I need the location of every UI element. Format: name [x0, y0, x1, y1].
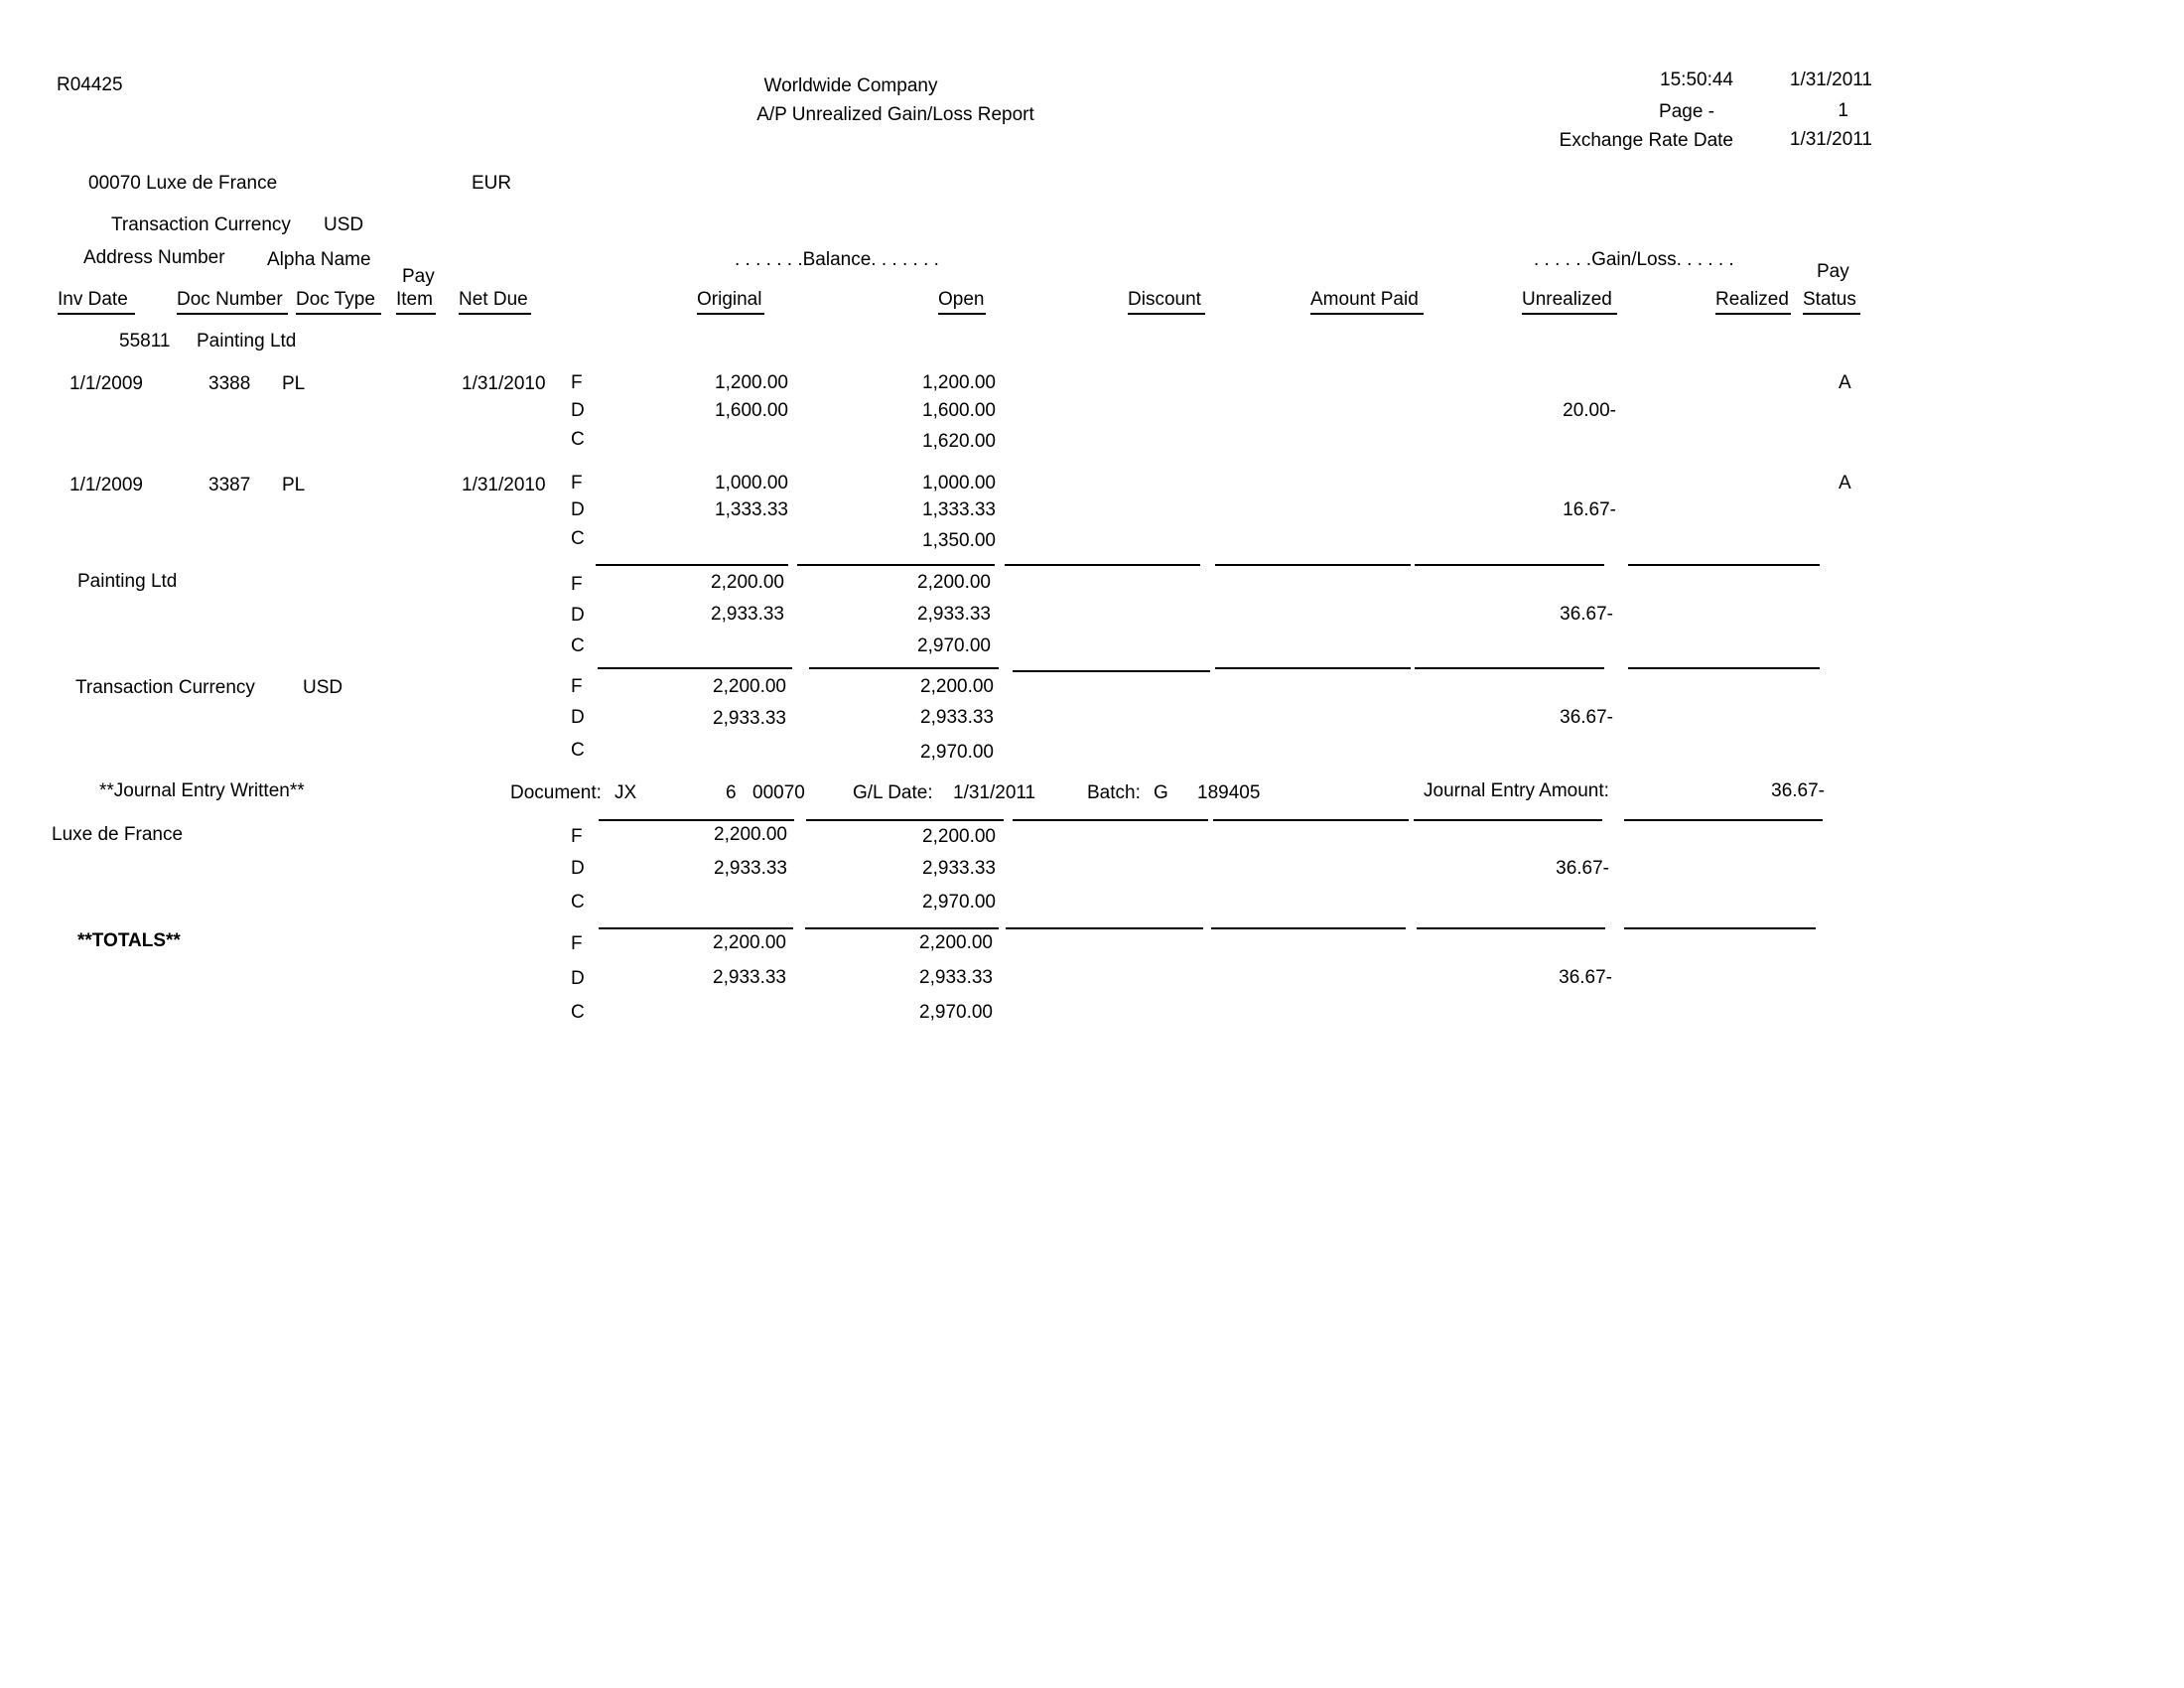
- line-code: F: [571, 372, 583, 393]
- total-rule: [806, 819, 1004, 821]
- col-address-number: Address Number: [83, 247, 225, 268]
- document-company: 00070: [752, 782, 805, 803]
- total-rule: [1211, 927, 1406, 929]
- line-code: D: [571, 968, 585, 989]
- line-code: F: [571, 676, 583, 697]
- open-amount: 1,350.00: [922, 530, 996, 551]
- company-name: Worldwide Company: [763, 75, 938, 96]
- total-rule: [1628, 564, 1820, 566]
- original-amount: 1,600.00: [715, 400, 788, 421]
- pay-status: A: [1839, 372, 1851, 393]
- original-amount: 1,333.33: [715, 499, 788, 520]
- open-amount: 2,200.00: [922, 826, 996, 847]
- line-code: C: [571, 528, 585, 549]
- open-amount: 2,200.00: [917, 572, 991, 593]
- col-balance-group: . . . . . . .Balance. . . . . . .: [735, 249, 939, 270]
- original-amount: 2,933.33: [714, 858, 787, 879]
- journal-entry-amount-label: Journal Entry Amount:: [1424, 780, 1609, 801]
- line-code: C: [571, 740, 585, 761]
- line-code: F: [571, 473, 583, 493]
- journal-entry-amount: 36.67-: [1771, 780, 1825, 801]
- total-rule: [1415, 667, 1604, 669]
- subtotal-label: Luxe de France: [52, 824, 184, 845]
- total-rule: [1213, 819, 1409, 821]
- unrealized-amount: 36.67-: [1559, 967, 1612, 988]
- total-rule: [599, 819, 794, 821]
- original-amount: 2,200.00: [713, 932, 786, 953]
- line-code: D: [571, 605, 585, 626]
- col-realized: Realized: [1715, 289, 1791, 315]
- batch-label: Batch:: [1087, 782, 1141, 803]
- subtotal-currency: USD: [303, 677, 343, 698]
- col-doc-number: Doc Number: [177, 289, 288, 315]
- col-gain-loss-group: . . . . . .Gain/Loss. . . . . .: [1534, 249, 1734, 270]
- original-amount: 2,200.00: [714, 824, 787, 845]
- total-rule: [797, 564, 995, 566]
- batch-number: 189405: [1197, 782, 1261, 803]
- total-rule: [1215, 667, 1411, 669]
- transaction-currency-value: USD: [324, 214, 364, 235]
- exchange-rate-date: 1/31/2011: [1789, 129, 1872, 150]
- open-amount: 2,970.00: [920, 742, 994, 763]
- report-id: R04425: [57, 74, 123, 95]
- col-amount-paid: Amount Paid: [1310, 289, 1424, 315]
- col-doc-type: Doc Type: [296, 289, 381, 315]
- open-amount: 2,933.33: [919, 967, 993, 988]
- company-group-label: 00070 Luxe de France: [88, 173, 278, 194]
- exchange-rate-label: Exchange Rate Date: [1559, 130, 1733, 151]
- batch-type: G: [1154, 782, 1168, 803]
- original-amount: 2,933.33: [713, 967, 786, 988]
- subtotal-label: Painting Ltd: [77, 571, 178, 592]
- total-rule: [1006, 927, 1203, 929]
- total-rule: [1414, 819, 1602, 821]
- col-original: Original: [697, 289, 764, 315]
- report-title: A/P Unrealized Gain/Loss Report: [756, 104, 1034, 125]
- transaction-currency-label: Transaction Currency: [111, 214, 291, 235]
- run-date: 1/31/2011: [1789, 70, 1872, 90]
- supplier-address-number: 55811: [119, 331, 171, 352]
- col-pay-item-top: Pay: [402, 266, 435, 287]
- net-due: 1/31/2010: [462, 475, 546, 495]
- col-pay-item-bottom: Item: [396, 289, 436, 315]
- doc-number: 3388: [208, 373, 251, 394]
- open-amount: 1,000.00: [922, 473, 996, 493]
- inv-date: 1/1/2009: [69, 373, 143, 394]
- unrealized-amount: 16.67-: [1563, 499, 1616, 520]
- line-code: D: [571, 858, 585, 879]
- journal-entry-label: **Journal Entry Written**: [99, 780, 305, 801]
- document-label: Document:: [510, 782, 602, 803]
- col-unrealized: Unrealized: [1522, 289, 1617, 315]
- open-amount: 2,970.00: [917, 635, 991, 656]
- unrealized-amount: 20.00-: [1563, 400, 1616, 421]
- page-label: Page -: [1659, 101, 1714, 122]
- total-rule: [1417, 927, 1605, 929]
- total-rule: [1624, 819, 1823, 821]
- col-alpha-name: Alpha Name: [267, 249, 371, 270]
- totals-label: **TOTALS**: [77, 930, 181, 951]
- col-discount: Discount: [1128, 289, 1205, 315]
- net-due: 1/31/2010: [462, 373, 546, 394]
- gl-date: 1/31/2011: [953, 782, 1036, 803]
- open-amount: 1,200.00: [922, 372, 996, 393]
- col-open: Open: [938, 289, 986, 315]
- line-code: C: [571, 1002, 585, 1023]
- open-amount: 2,970.00: [922, 892, 996, 913]
- total-rule: [1628, 667, 1820, 669]
- subtotal-label: Transaction Currency: [75, 677, 255, 698]
- original-amount: 2,933.33: [713, 708, 786, 729]
- original-amount: 2,200.00: [713, 676, 786, 697]
- document-number: 6: [726, 782, 737, 803]
- page-number: 1: [1838, 100, 1848, 121]
- total-rule: [1005, 564, 1200, 566]
- line-code: F: [571, 826, 583, 847]
- original-amount: 1,000.00: [715, 473, 788, 493]
- doc-type: PL: [282, 475, 306, 495]
- line-code: D: [571, 400, 585, 421]
- original-amount: 1,200.00: [715, 372, 788, 393]
- open-amount: 1,600.00: [922, 400, 996, 421]
- total-rule: [598, 667, 792, 669]
- company-currency: EUR: [472, 173, 512, 194]
- supplier-alpha-name: Painting Ltd: [197, 331, 297, 352]
- col-pay-status-bottom: Status: [1803, 289, 1860, 315]
- line-code: C: [571, 892, 585, 913]
- unrealized-amount: 36.67-: [1560, 604, 1613, 625]
- run-time: 15:50:44: [1660, 70, 1733, 90]
- doc-number: 3387: [208, 475, 251, 495]
- open-amount: 2,933.33: [922, 858, 996, 879]
- total-rule: [1215, 564, 1411, 566]
- unrealized-amount: 36.67-: [1556, 858, 1609, 879]
- total-rule: [1013, 819, 1208, 821]
- line-code: F: [571, 933, 583, 954]
- original-amount: 2,933.33: [711, 604, 784, 625]
- col-net-due: Net Due: [459, 289, 531, 315]
- col-inv-date: Inv Date: [58, 289, 135, 315]
- total-rule: [805, 927, 999, 929]
- total-rule: [599, 927, 793, 929]
- document-type: JX: [614, 782, 637, 803]
- line-code: C: [571, 429, 585, 450]
- col-pay-status-top: Pay: [1817, 261, 1849, 282]
- open-amount: 2,970.00: [919, 1002, 993, 1023]
- original-amount: 2,200.00: [711, 572, 784, 593]
- open-amount: 2,200.00: [920, 676, 994, 697]
- total-rule: [596, 564, 788, 566]
- line-code: F: [571, 574, 583, 595]
- line-code: D: [571, 499, 585, 520]
- open-amount: 2,933.33: [917, 604, 991, 625]
- pay-status: A: [1839, 473, 1851, 493]
- open-amount: 1,333.33: [922, 499, 996, 520]
- total-rule: [809, 667, 999, 669]
- unrealized-amount: 36.67-: [1560, 707, 1613, 728]
- total-rule: [1624, 927, 1816, 929]
- open-amount: 2,200.00: [919, 932, 993, 953]
- open-amount: 1,620.00: [922, 431, 996, 452]
- line-code: D: [571, 707, 585, 728]
- open-amount: 2,933.33: [920, 707, 994, 728]
- doc-type: PL: [282, 373, 306, 394]
- total-rule: [1013, 670, 1210, 672]
- total-rule: [1415, 564, 1604, 566]
- inv-date: 1/1/2009: [69, 475, 143, 495]
- line-code: C: [571, 635, 585, 656]
- gl-date-label: G/L Date:: [853, 782, 933, 803]
